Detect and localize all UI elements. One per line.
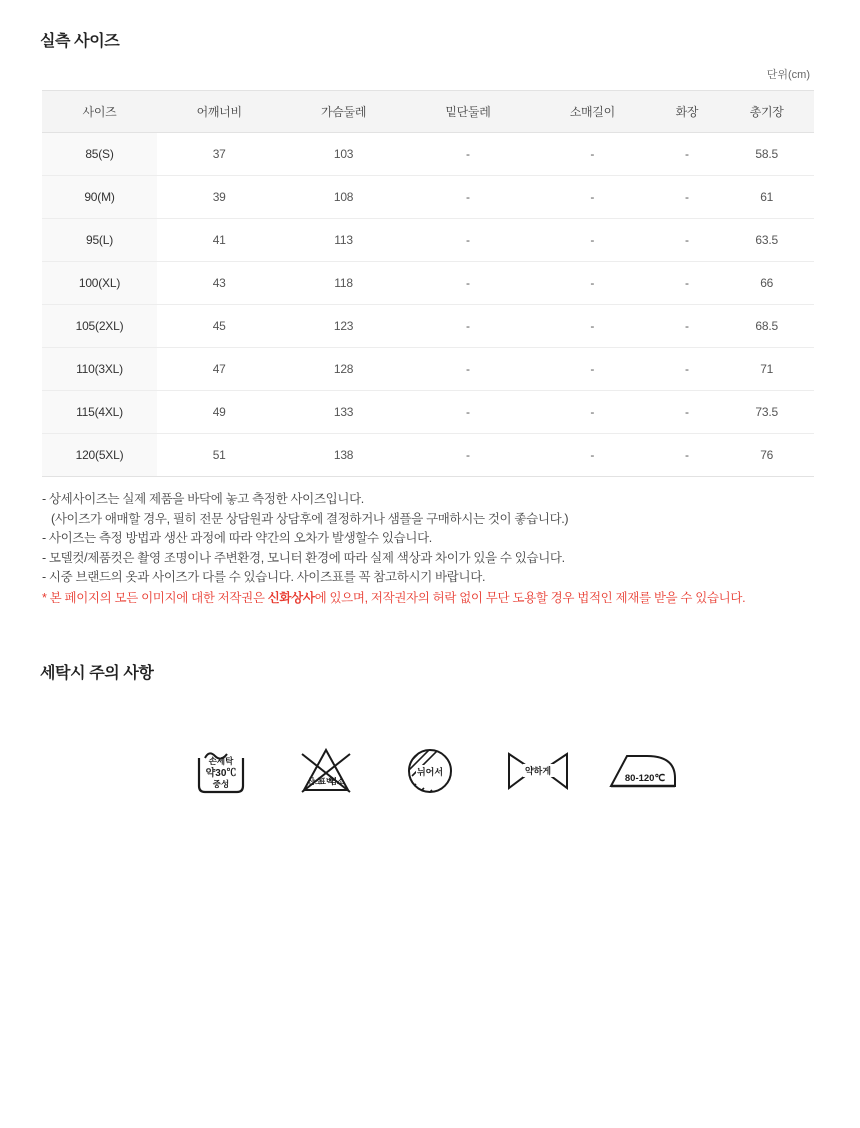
note-line-1: - 상세사이즈는 실제 제품을 바닥에 놓고 측정한 사이즈입니다. (42, 492, 364, 506)
cell-hem: - (406, 262, 530, 305)
cell-sleeve: - (530, 434, 654, 477)
cell-size: 105(2XL) (42, 305, 157, 348)
cell-shoulder: 45 (157, 305, 281, 348)
table-header-row (42, 91, 814, 133)
cell-arm: - (655, 262, 720, 305)
cell-shoulder: 43 (157, 262, 281, 305)
cell-chest: 118 (281, 262, 405, 305)
table-row (42, 133, 814, 176)
cell-size: 95(L) (42, 219, 157, 262)
cell-arm: - (655, 176, 720, 219)
size-table-body (42, 133, 814, 477)
cell-length: 68.5 (719, 305, 814, 348)
hand-wash-label-mid: 약30℃ (205, 768, 237, 779)
cell-shoulder: 39 (157, 176, 281, 219)
cell-shoulder: 49 (157, 391, 281, 434)
cell-length: 73.5 (719, 391, 814, 434)
cell-arm: - (655, 133, 720, 176)
cell-hem: - (406, 219, 530, 262)
cell-chest: 133 (281, 391, 405, 434)
note-line-3: - 사이즈는 측정 방법과 생산 과정에 따라 약간의 오차가 발생할수 있습니다. (42, 531, 432, 545)
cell-chest: 128 (281, 348, 405, 391)
cell-arm: - (655, 391, 720, 434)
cell-length: 61 (719, 176, 814, 219)
table-row (42, 391, 814, 434)
column-header-sleeve: 소매길이 (530, 91, 654, 133)
cell-shoulder: 51 (157, 434, 281, 477)
hand-wash-icon (185, 740, 257, 800)
cell-sleeve: - (530, 348, 654, 391)
no-bleach-label-bottom: 표백 (317, 777, 334, 786)
dry-flat-shade-icon (394, 740, 466, 800)
cell-hem: - (406, 391, 530, 434)
copyright-note (42, 589, 832, 609)
cell-size: 100(XL) (42, 262, 157, 305)
cell-sleeve: - (530, 391, 654, 434)
cell-chest: 108 (281, 176, 405, 219)
gentle-wring-icon (499, 740, 571, 800)
iron-temp-label: 80-120℃ (624, 773, 666, 784)
size-table-header (42, 91, 814, 133)
size-notes (42, 490, 832, 608)
cell-arm: - (655, 434, 720, 477)
cell-hem: - (406, 176, 530, 219)
column-header-arm: 화장 (655, 91, 720, 133)
gentle-wring-label: 약하게 (524, 766, 551, 776)
column-header-chest: 가슴둘레 (281, 91, 405, 133)
table-row (42, 434, 814, 477)
cell-arm: - (655, 219, 720, 262)
cell-chest: 113 (281, 219, 405, 262)
cell-length: 58.5 (719, 133, 814, 176)
iron-icon (603, 740, 675, 800)
column-header-hem: 밑단둘레 (406, 91, 530, 133)
cell-shoulder: 41 (157, 219, 281, 262)
cell-chest: 103 (281, 133, 405, 176)
size-table (42, 90, 814, 477)
copyright-brand: 신화상사 (267, 590, 315, 605)
table-row (42, 219, 814, 262)
cell-length: 66 (719, 262, 814, 305)
unit-label: 단위(cm) (766, 69, 810, 81)
cell-length: 76 (719, 434, 814, 477)
no-bleach-label-right: 염소 (328, 777, 345, 786)
dry-flat-label: 뉘어서 (416, 767, 444, 777)
cell-hem: - (406, 348, 530, 391)
cell-size: 90(M) (42, 176, 157, 219)
cell-size: 115(4XL) (42, 391, 157, 434)
column-header-shoulder: 어깨너비 (157, 91, 281, 133)
note-line-5: - 시중 브랜드의 옷과 사이즈가 다를 수 있습니다. 사이즈표를 꼭 참고하시기 바랍니다. (42, 570, 486, 584)
cell-size: 110(3XL) (42, 348, 157, 391)
cell-sleeve: - (530, 176, 654, 219)
cell-hem: - (406, 434, 530, 477)
note-line-2: (사이즈가 애매할 경우, 필히 전문 상담원과 상담후에 결정하거나 샘플을 구매하시는 것이 좋습니다.) (51, 511, 569, 526)
hand-wash-label-top: 손세탁 (208, 756, 234, 766)
cell-length: 63.5 (719, 219, 814, 262)
cell-arm: - (655, 305, 720, 348)
table-row (42, 305, 814, 348)
cell-arm: - (655, 348, 720, 391)
cell-chest: 123 (281, 305, 405, 348)
copyright-prefix: * 본 페이지의 모든 이미지에 대한 저작권은 (42, 590, 268, 605)
wash-care-symbols (185, 730, 675, 810)
cell-hem: - (406, 133, 530, 176)
table-row (42, 348, 814, 391)
cell-size: 85(S) (42, 133, 157, 176)
no-bleach-label-left: 산소 (306, 777, 323, 786)
cell-hem: - (406, 305, 530, 348)
cell-size: 120(5XL) (42, 434, 157, 477)
no-bleach-icon (290, 740, 362, 800)
cell-sleeve: - (530, 133, 654, 176)
cell-length: 71 (719, 348, 814, 391)
page-title-size: 실측 사이즈 (40, 33, 120, 50)
table-row (42, 262, 814, 305)
hand-wash-label-bottom: 중성 (212, 779, 230, 789)
cell-sleeve: - (530, 219, 654, 262)
table-row (42, 176, 814, 219)
column-header-length: 총기장 (719, 91, 814, 133)
cell-shoulder: 47 (157, 348, 281, 391)
copyright-suffix: 에 있으며, 저작권자의 허락 없이 무단 도용할 경우 법적인 제재를 받을 수 있습니다. (314, 590, 746, 605)
page-title-wash: 세탁시 주의 사항 (40, 665, 154, 682)
cell-shoulder: 37 (157, 133, 281, 176)
column-header-size: 사이즈 (42, 91, 157, 133)
cell-sleeve: - (530, 262, 654, 305)
cell-sleeve: - (530, 305, 654, 348)
cell-chest: 138 (281, 434, 405, 477)
note-line-4: - 모델컷/제품컷은 촬영 조명이나 주변환경, 모니터 환경에 따라 실제 색상과 차이가 있을 수 있습니다. (42, 550, 565, 565)
